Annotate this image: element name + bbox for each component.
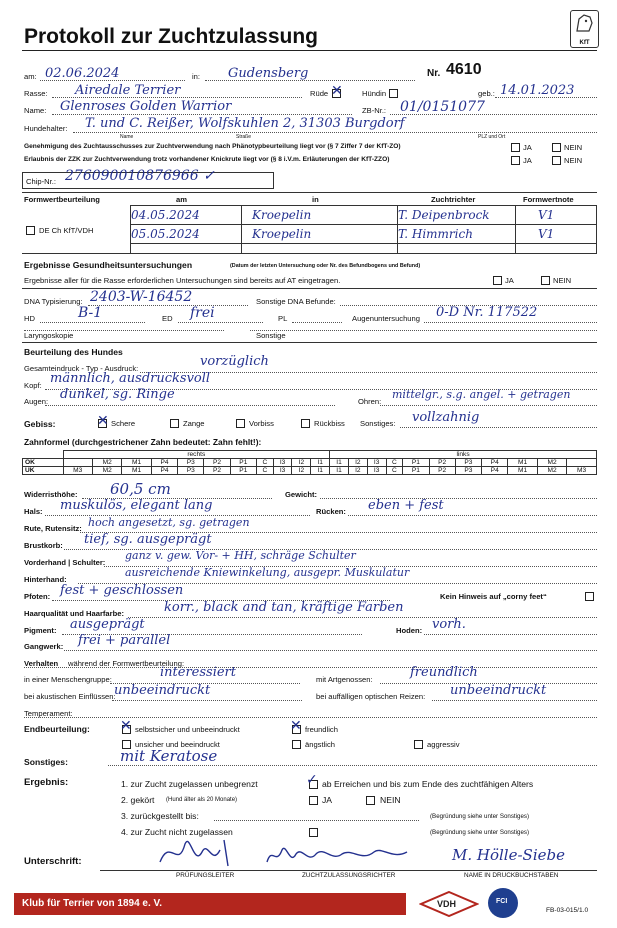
zahn_uk-tooth-r-9: I2 [292,467,311,475]
optisch-value: unbeeindruckt [450,683,547,698]
pfoten-value: fest + geschlossen [60,583,184,598]
gekoert-nein-checkbox[interactable] [366,796,375,805]
formwert-row-1-richter: T. Deipenbrock [398,206,516,225]
dog-name-value: Glenroses Golden Warrior [60,99,232,114]
end-aggressiv-checkbox[interactable] [414,740,423,749]
zahn_ok-tooth-r-8: I3 [273,459,292,467]
club-logo [570,10,599,48]
ergebnis-opt1b: ab Erreichen und bis zum Ende des zuchtfähigen Alters [322,779,534,789]
pfoten-label: Pfoten: [24,592,51,601]
name-label: Name: [24,106,47,115]
gebiss-zange-checkbox[interactable] [170,419,179,428]
corny-feet-label: Kein Hinweis auf „corny feet“ [440,592,547,601]
formwert-col-note: Formwertnote [523,195,574,204]
geb-label: geb.: [478,89,495,98]
hoden-label: Hoden: [396,626,423,635]
akustisch-label: bei akustischen Einflüssen: [24,692,116,701]
zahn-uk-label: UK [23,467,64,475]
rasse-label: Rasse: [24,89,48,98]
endbeurteilung-label: Endbeurteilung: [24,724,90,734]
rute-value: hoch angesetzt, sg. getragen [88,516,250,529]
akustisch-value: unbeeindruckt [114,683,211,698]
zahn_ok-tooth-r-3: P4 [151,459,177,467]
artgenossen-label: mit Artgenossen: [316,675,373,684]
gebiss-opt-rueckbiss: Rückbiss [314,419,345,428]
gebiss-opt-schere: Schere [111,419,136,428]
zahn_uk-tooth-l-4: P1 [403,467,429,475]
sonstiges-value: mit Keratose [120,747,218,765]
zahn_ok-tooth-l-2: I3 [367,459,386,467]
sub-label-name: Name [120,134,134,140]
zahn_ok-tooth-r-5: P2 [204,459,230,467]
ruede-check-mark: ✕ [331,83,343,99]
location-value: Gudensberg [228,66,309,81]
owner-value: T. und C. Reißer, Wolfskuhlen 2, 31303 Burgdorf [85,116,405,131]
formwert-row-2-richter: T. Himmrich [398,225,516,244]
gebiss-sonstiges-value: vollzahnig [412,410,480,425]
gebiss-opt-zange: Zange [183,419,205,428]
gesundheit-heading-note: (Datum der letzten Untersuchung oder Nr. des Befundbogens und Befund) [230,263,421,269]
verhalten-heading-sub: während der Formwertbeurteilung: [68,659,185,668]
gesundheit-nein-checkbox[interactable] [541,276,550,285]
end-aengstlich-checkbox[interactable] [292,740,301,749]
zahnformel-heading: Zahnformel (durchgestrichener Zahn bedeutet: Zahn fehlt!): [24,437,262,447]
rute-label: Rute, Rutensitz: [24,524,82,533]
am-label: am: [24,72,37,81]
ruecken-value: eben + fest [368,498,444,513]
zb-label: ZB-Nr.: [362,106,387,115]
ergebnis-opt4-checkbox[interactable] [309,828,318,837]
zb-number-value: 01/0151077 [400,99,485,115]
pl-label: PL [278,314,288,323]
gangwerk-value: frei + parallel [78,633,171,648]
corny-feet-checkbox[interactable] [585,592,594,601]
zahn-rechts-label: rechts [63,451,330,459]
dna-label: DNA Typisierung: [24,297,83,306]
fci-logo [488,888,518,918]
formwert-label: Formwertbeurteilung [24,195,100,204]
formwert-row-1-am: 04.05.2024 [131,206,242,225]
gebiss-vorbiss-checkbox[interactable] [236,419,245,428]
haar-label: Haarqualität und Haarfarbe: [24,609,125,618]
sub-label-street: Straße [236,134,252,140]
gesundheit-heading: Ergebnisse Gesundheitsuntersuchungen [24,260,193,270]
erlaubnis-text: Erlaubnis der ZZK zur Zuchtverwendung trotz vorhandener Knickrute liegt vor (§ 8 i.V.m. Erläuterungen der KfT-ZZO) [24,156,390,163]
ed-label: ED [162,314,173,323]
augen-unters-value: 0-D Nr. 117522 [436,305,538,320]
ed-value: frei [190,305,215,321]
zahnformel-table [22,450,597,475]
haar-value: korr., black and tan, kräftige Farben [164,600,404,615]
ergebnis-opt2: 2. gekört [121,795,155,805]
zuchtzulassungsrichter-label: ZUCHTZULASSUNGSRICHTER [302,872,396,879]
terrier-head-icon [571,11,598,35]
zahn-ok-row [23,459,597,467]
hals-value: muskulös, elegant lang [60,498,213,513]
ergebnis-opt3: 3. zurückgestellt bis: [121,811,199,821]
zahn_uk-tooth-r-4: P3 [178,467,204,475]
fci-text: FCI [496,898,508,905]
zahn_uk-tooth-l-9: M2 [537,467,566,475]
end-freundlich-check-mark: ✕ [290,718,302,734]
zahn_uk-tooth-l-10: M3 [567,467,597,475]
zahn_ok-tooth-r-0 [63,459,92,467]
huendin-checkbox[interactable] [389,89,398,98]
breed-value: Airedale Terrier [75,83,181,98]
zahn_ok-tooth-r-9: I2 [292,459,311,467]
zahn_uk-tooth-l-7: P4 [482,467,508,475]
hoden-value: vorh. [432,617,466,632]
gekoert-ja-label: JA [322,795,333,805]
artgenossen-value: freundlich [410,665,478,680]
champion-label: DE Ch KfT/VDH [39,226,94,235]
brust-value: tief, sg. ausgeprägt [84,532,212,547]
ergebnis-opt1: 1. zur Zucht zugelassen unbegrenzt [121,779,258,789]
ergebnis-opt4: 4. zur Zucht nicht zugelassen [121,827,233,837]
protocol-number: 4610 [446,61,482,78]
ergebnis-opt2-note: (Hund älter als 20 Monate) [166,797,238,803]
zahn_uk-tooth-r-8: I3 [273,467,292,475]
hd-value: B-1 [78,305,103,321]
zahn_ok-tooth-r-6: P1 [230,459,256,467]
sonstige-label: Sonstige [256,331,286,340]
gebiss-label: Gebiss: [24,419,56,429]
formwert-row-2-in: Kroepelin [242,225,398,244]
end-opt-selbstsicher: selbstsicher und unbeeindruckt [135,725,240,734]
augen-unters-label: Augenuntersuchung [352,314,420,323]
zahn_uk-tooth-l-8: M1 [508,467,537,475]
zahn_uk-tooth-l-1: I2 [348,467,367,475]
zahn-uk-row [23,467,597,475]
kopf-value: männlich, ausdrucksvoll [50,371,211,386]
signature-zuchtzulassungsrichter [262,840,412,870]
zahn_ok-tooth-l-1: I2 [348,459,367,467]
gesundheit-ja-checkbox[interactable] [493,276,502,285]
formwert-row-1-note: V1 [516,206,597,225]
verhalten-heading: Verhalten [24,659,59,668]
signature-name-print: M. Hölle-Siebe [452,846,565,864]
zahn_uk-tooth-r-0: M3 [63,467,92,475]
zahn_uk-tooth-r-3: P4 [151,467,177,475]
club-name: Klub für Terrier von 1894 e. V. [22,898,163,909]
zahn_ok-tooth-l-0: I1 [330,459,349,467]
erlaubnis-nein-label: NEIN [564,156,583,165]
erlaubnis-nein-checkbox[interactable] [552,156,561,165]
zahn_ok-tooth-r-10: I1 [311,459,330,467]
vdh-logo [419,891,479,917]
zahn-ok-label: OK [23,459,64,467]
zahn_uk-tooth-r-7: C [256,467,273,475]
vdh-text: VDH [437,899,457,909]
vorderhand-value: ganz v. gew. Vor- + HH, schräge Schulter [125,549,356,562]
genehmigung-ja-label: JA [523,143,532,152]
gebiss-opt-vorbiss: Vorbiss [249,419,274,428]
beurteilung-heading: Beurteilung des Hundes [24,347,123,357]
zahn_ok-tooth-l-5: P2 [429,459,455,467]
unterschrift-label: Unterschrift: [24,856,82,867]
menschen-label: in einer Menschengruppe: [24,675,112,684]
gebiss-rueckbiss-checkbox[interactable] [301,419,310,428]
gekoert-ja-checkbox[interactable] [309,796,318,805]
erlaubnis-ja-label: JA [523,156,532,165]
zahn-links-label: links [330,451,597,459]
pigment-value: ausgeprägt [70,617,145,632]
end-opt-freundlich: freundlich [305,725,338,734]
end-opt-aengstlich: ängstlich [305,740,335,749]
genehmigung-ja-checkbox[interactable] [511,143,520,152]
gesamt-value: vorzüglich [200,354,269,369]
formwert-col-richter: Zuchtrichter [431,195,476,204]
ergebnis-opt1-check-mark: ✓ [306,772,318,788]
pruefungsleiter-label: PRÜFUNGSLEITER [176,872,235,879]
genehmigung-nein-label: NEIN [564,143,583,152]
augen-label: Augen: [24,397,49,406]
zahn_ok-tooth-l-10 [567,459,597,467]
formwert-col-in: in [312,195,319,204]
gebiss-sonstiges-label: Sonstiges: [360,419,396,428]
date-value: 02.06.2024 [45,66,120,81]
zahn_ok-tooth-l-7: P4 [482,459,508,467]
zahn_uk-tooth-l-2: I3 [367,467,386,475]
gekoert-nein-label: NEIN [380,795,401,805]
ergebnis-label: Ergebnis: [24,777,69,788]
genehmigung-nein-checkbox[interactable] [552,143,561,152]
kopf-label: Kopf: [24,381,42,390]
huendin-label: Hündin [362,89,387,98]
gangwerk-label: Gangwerk: [24,642,64,651]
zahn_ok-tooth-l-8: M1 [508,459,537,467]
pigment-label: Pigment: [24,626,57,635]
ohren-label: Ohren: [358,397,382,406]
druckbuchstaben-label: NAME IN DRUCKBUCHSTABEN [464,872,559,879]
formwert-row-2-am: 05.05.2024 [131,225,242,244]
zahn_ok-tooth-l-6: P3 [455,459,481,467]
gesundheit-ja-label: JA [505,276,514,285]
ruede-label: Rüde [310,89,329,98]
end-opt-aggressiv: aggressiv [427,740,460,749]
ohren-value: mittelgr., s.g. angel. + getragen [392,388,571,401]
chip-label: Chip-Nr.: [26,177,56,186]
zahn_uk-tooth-l-5: P2 [429,467,455,475]
ergebnis-opt4-begruendung: (Begründung siehe unter Sonstiges) [430,829,530,836]
gesamt-label: Gesamteindruck - Typ - Ausdruck: [24,364,139,373]
zahn_ok-tooth-r-1: M2 [92,459,121,467]
gebiss-schere-check-mark: ✕ [97,413,109,429]
zahn_uk-tooth-r-6: P1 [230,467,256,475]
zahn_ok-tooth-r-2: M1 [122,459,151,467]
formwert-table [130,205,597,254]
ruecken-label: Rücken: [316,507,346,516]
brust-label: Brustkorb: [24,541,63,550]
zahn_ok-tooth-l-3: C [386,459,403,467]
gesundheit-nein-label: NEIN [553,276,572,285]
formwert-col-am: am [176,195,187,204]
logo-text: KfT [579,40,590,46]
menschen-value: interessiert [160,665,236,680]
gewicht-label: Gewicht: [285,490,318,499]
chip-number-value: 276090010876966 ✓ [65,168,215,184]
zahn_uk-tooth-r-1: M2 [92,467,121,475]
vorderhand-label: Vorderhand | Schulter: [24,558,106,567]
temperament-label: Temperament: [24,709,73,718]
genehmigung-text: Genehmigung des Zuchtausschusses zur Zuchtverwendung nach Phänotypbeurteilung liegt vor (§ 7 Ziffer 7 der KfT-ZO) [24,143,401,150]
hals-label: Hals: [24,507,43,516]
formwert-row-2-note: V1 [516,225,597,244]
zahn_ok-tooth-r-4: P3 [178,459,204,467]
zahn_uk-tooth-l-0: I1 [330,467,349,475]
widerrist-label: Widerristhöhe: [24,490,78,499]
form-id: FB-03-015/1.0 [546,907,589,914]
ergebnis-opt3-begruendung: (Begründung siehe unter Sonstiges) [430,813,530,820]
birth-date-value: 14.01.2023 [500,83,575,98]
zahn_ok-tooth-r-7: C [256,459,273,467]
augen-value: dunkel, sg. Ringe [60,387,175,402]
zahn_uk-tooth-r-5: P2 [204,467,230,475]
hd-label: HD [24,314,35,323]
nr-label: Nr. [427,68,441,79]
erlaubnis-ja-checkbox[interactable] [511,156,520,165]
hinterhand-value: ausreichende Kniewinkelung, ausgepr. Muskulatur [125,566,410,579]
zahn_uk-tooth-l-6: P3 [455,467,481,475]
champion-checkbox[interactable] [26,226,35,235]
zahn_uk-tooth-l-3: C [386,467,403,475]
zahn_ok-tooth-l-4: P1 [403,459,429,467]
halter-label: Hundehalter: [24,124,68,133]
zahn_uk-tooth-r-10: I1 [311,467,330,475]
hinterhand-label: Hinterhand: [24,575,67,584]
zahn_ok-tooth-l-9: M2 [537,459,566,467]
end-opt-unsicher: unsicher und beeindruckt [135,740,220,749]
sonstiges-label: Sonstiges: [24,757,68,767]
in-label: in: [192,72,201,81]
optisch-label: bei auffälligen optischen Reizen: [316,692,426,701]
dna-sonstige-label: Sonstige DNA Befunde: [256,297,336,306]
laryngo-label: Laryngoskopie [24,331,74,340]
page-title: Protokoll zur Zuchtzulassung [24,25,319,48]
dna-value: 2403-W-16452 [90,289,193,305]
widerrist-value: 60,5 cm [110,480,171,498]
end-selbstsicher-check-mark: ✕ [120,718,132,734]
formwert-row-1-in: Kroepelin [242,206,398,225]
gesundheit-line: Ergebnisse aller für die Rasse erforderlichen Untersuchungen sind bereits auf AT eingetragen. [24,276,341,285]
signature-pruefungsleiter [150,832,260,872]
zahn_uk-tooth-r-2: M1 [122,467,151,475]
sub-label-city: PLZ und Ort [478,134,506,140]
